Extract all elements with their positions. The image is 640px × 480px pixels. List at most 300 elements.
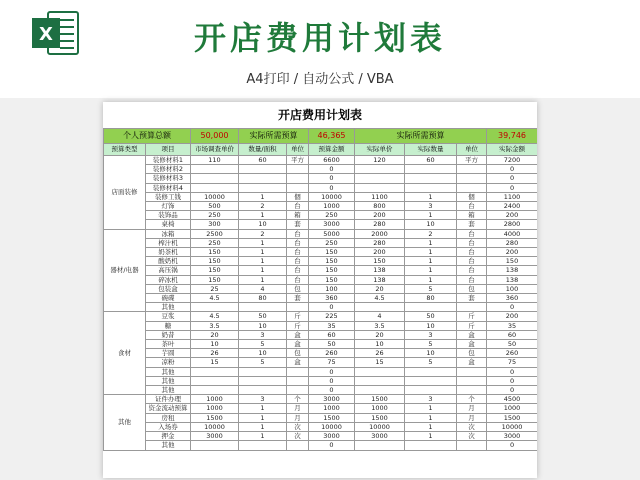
table-cell[interactable] — [239, 376, 287, 385]
table-cell[interactable]: 150 — [191, 275, 239, 284]
table-cell[interactable]: 1 — [239, 211, 287, 220]
table-cell[interactable] — [287, 376, 309, 385]
table-cell[interactable]: 糖 — [146, 321, 191, 330]
table-cell[interactable] — [287, 303, 309, 312]
table-cell[interactable]: 280 — [355, 220, 405, 229]
table-cell[interactable]: 60 — [487, 330, 537, 339]
table-cell[interactable]: 1500 — [355, 395, 405, 404]
table-cell[interactable]: 茶叶 — [146, 340, 191, 349]
table-cell[interactable]: 50 — [309, 340, 355, 349]
table-cell[interactable]: 台 — [457, 229, 487, 238]
table-cell[interactable]: 台 — [287, 238, 309, 247]
table-cell[interactable]: 台 — [287, 266, 309, 275]
table-cell[interactable]: 套 — [287, 220, 309, 229]
table-cell[interactable] — [191, 303, 239, 312]
table-cell[interactable]: 1100 — [487, 192, 537, 201]
table-cell[interactable] — [405, 165, 457, 174]
table-cell[interactable]: 月 — [287, 404, 309, 413]
budget-value[interactable]: 50,000 — [191, 129, 239, 144]
table-cell[interactable]: 4.5 — [355, 294, 405, 303]
table-cell[interactable]: 0 — [487, 367, 537, 376]
table-cell[interactable]: 0 — [309, 441, 355, 450]
category-cell[interactable]: 食材 — [104, 312, 146, 395]
table-cell[interactable]: 75 — [487, 358, 537, 367]
table-cell[interactable]: 800 — [355, 202, 405, 211]
table-cell[interactable]: 4.5 — [191, 312, 239, 321]
table-cell[interactable] — [239, 165, 287, 174]
table-cell[interactable]: 5 — [239, 340, 287, 349]
table-cell[interactable]: 1000 — [355, 404, 405, 413]
table-cell[interactable]: 台 — [457, 202, 487, 211]
table-cell[interactable]: 包 — [457, 284, 487, 293]
table-cell[interactable]: 1 — [239, 413, 287, 422]
table-cell[interactable]: 10000 — [191, 422, 239, 431]
table-cell[interactable]: 1 — [239, 238, 287, 247]
table-cell[interactable]: 260 — [309, 349, 355, 358]
table-cell[interactable]: 箱 — [457, 211, 487, 220]
table-cell[interactable]: 200 — [355, 211, 405, 220]
table-cell[interactable]: 0 — [487, 303, 537, 312]
table-cell[interactable]: 榨汁机 — [146, 238, 191, 247]
table-cell[interactable]: 50 — [405, 312, 457, 321]
table-cell[interactable] — [239, 303, 287, 312]
table-cell[interactable]: 其他 — [146, 386, 191, 395]
table-cell[interactable]: 80 — [405, 294, 457, 303]
category-cell[interactable]: 店面装修 — [104, 156, 146, 230]
table-cell[interactable] — [191, 386, 239, 395]
table-cell[interactable]: 3000 — [309, 395, 355, 404]
table-cell[interactable] — [239, 183, 287, 192]
category-cell[interactable]: 其他 — [104, 395, 146, 450]
table-cell[interactable]: 個 — [457, 192, 487, 201]
column-header-row — [104, 144, 538, 156]
table-cell[interactable]: 25 — [191, 284, 239, 293]
table-cell[interactable] — [191, 367, 239, 376]
table-cell[interactable]: 150 — [191, 257, 239, 266]
table-cell[interactable]: 500 — [191, 202, 239, 211]
table-cell[interactable]: 台 — [457, 275, 487, 284]
table-cell[interactable]: 0 — [487, 174, 537, 183]
table-cell[interactable]: 2 — [239, 229, 287, 238]
table-cell[interactable] — [457, 165, 487, 174]
table-cell[interactable]: 次 — [287, 432, 309, 441]
table-cell[interactable]: 台 — [287, 248, 309, 257]
table-cell[interactable]: 灯饰 — [146, 202, 191, 211]
table-cell[interactable]: 其他 — [146, 367, 191, 376]
table-cell[interactable]: 3000 — [487, 432, 537, 441]
table-cell[interactable]: 10000 — [191, 192, 239, 201]
table-cell[interactable]: 26 — [355, 349, 405, 358]
table-cell[interactable]: 豆浆 — [146, 312, 191, 321]
table-cell[interactable]: 10 — [355, 340, 405, 349]
table-cell[interactable]: 1000 — [487, 404, 537, 413]
table-cell[interactable]: 1500 — [487, 413, 537, 422]
table-cell[interactable]: 10 — [405, 321, 457, 330]
table-cell[interactable]: 1 — [239, 257, 287, 266]
table-cell[interactable]: 2000 — [355, 229, 405, 238]
table-cell[interactable]: 4.5 — [191, 294, 239, 303]
table-cell[interactable]: 225 — [309, 312, 355, 321]
table-cell[interactable] — [355, 386, 405, 395]
table-cell[interactable]: 1500 — [191, 413, 239, 422]
table-cell[interactable]: 装修材料3 — [146, 174, 191, 183]
table-cell[interactable]: 2500 — [191, 229, 239, 238]
table-cell[interactable]: 4 — [355, 312, 405, 321]
excel-logo-icon — [30, 10, 80, 56]
table-cell[interactable]: 1 — [405, 192, 457, 201]
table-cell[interactable]: 10000 — [355, 422, 405, 431]
table-cell[interactable] — [191, 165, 239, 174]
table-row — [104, 266, 538, 275]
table-cell[interactable]: 0 — [309, 303, 355, 312]
table-cell[interactable] — [287, 165, 309, 174]
table-cell[interactable]: 150 — [309, 266, 355, 275]
table-cell[interactable]: 138 — [487, 266, 537, 275]
table-cell[interactable]: 35 — [487, 321, 537, 330]
table-cell[interactable]: 套 — [457, 220, 487, 229]
table-cell[interactable]: 台 — [457, 257, 487, 266]
table-cell[interactable]: 3.5 — [355, 321, 405, 330]
table-cell[interactable]: 包装盒 — [146, 284, 191, 293]
table-cell[interactable]: 2800 — [487, 220, 537, 229]
table-cell[interactable]: 200 — [487, 248, 537, 257]
table-cell[interactable]: 1 — [405, 266, 457, 275]
table-cell[interactable]: 其他 — [146, 441, 191, 450]
table-cell[interactable]: 盒 — [287, 330, 309, 339]
table-cell[interactable]: 0 — [309, 165, 355, 174]
table-cell[interactable]: 套 — [457, 294, 487, 303]
table-cell[interactable]: 1 — [239, 432, 287, 441]
table-cell[interactable]: 15 — [191, 358, 239, 367]
table-cell[interactable] — [405, 183, 457, 192]
table-cell[interactable]: 斤 — [287, 312, 309, 321]
table-cell[interactable] — [457, 386, 487, 395]
table-cell[interactable]: 1 — [405, 238, 457, 247]
table-cell[interactable]: 150 — [487, 257, 537, 266]
table-cell[interactable]: 包 — [287, 284, 309, 293]
table-cell[interactable]: 盒 — [287, 340, 309, 349]
table-cell[interactable]: 0 — [309, 376, 355, 385]
table-cell[interactable] — [191, 183, 239, 192]
table-cell[interactable]: 260 — [487, 349, 537, 358]
table-cell[interactable]: 装修材料2 — [146, 165, 191, 174]
table-cell[interactable]: 1000 — [191, 395, 239, 404]
table-cell[interactable]: 3 — [405, 330, 457, 339]
table-cell[interactable]: 0 — [487, 165, 537, 174]
table-cell[interactable]: 月 — [457, 404, 487, 413]
table-cell[interactable]: 1000 — [191, 404, 239, 413]
table-cell[interactable]: 360 — [309, 294, 355, 303]
table-cell[interactable]: 360 — [487, 294, 537, 303]
table-cell[interactable] — [457, 376, 487, 385]
table-cell[interactable]: 证件办理 — [146, 395, 191, 404]
table-cell[interactable]: 6600 — [309, 156, 355, 165]
table-cell[interactable]: 其他 — [146, 303, 191, 312]
table-cell[interactable]: 其他 — [146, 376, 191, 385]
table-cell[interactable] — [355, 367, 405, 376]
table-cell[interactable]: 装修工钱 — [146, 192, 191, 201]
table-cell[interactable]: 150 — [309, 248, 355, 257]
table-cell[interactable]: 1 — [405, 248, 457, 257]
table-cell[interactable] — [355, 174, 405, 183]
table-cell[interactable] — [355, 183, 405, 192]
table-cell[interactable]: 1 — [239, 266, 287, 275]
table-cell[interactable]: 押金 — [146, 432, 191, 441]
table-cell[interactable]: 10 — [239, 349, 287, 358]
table-cell[interactable]: 15 — [355, 358, 405, 367]
table-cell[interactable] — [355, 165, 405, 174]
table-cell[interactable]: 2 — [405, 229, 457, 238]
table-cell[interactable]: 10 — [239, 220, 287, 229]
table-cell[interactable]: 280 — [487, 238, 537, 247]
table-cell[interactable]: 10 — [239, 321, 287, 330]
table-cell[interactable]: 月 — [457, 413, 487, 422]
table-cell[interactable]: 套 — [287, 294, 309, 303]
table-cell[interactable] — [405, 441, 457, 450]
table-cell[interactable]: 0 — [309, 367, 355, 376]
table-cell[interactable] — [405, 303, 457, 312]
table-cell[interactable]: 桌椅 — [146, 220, 191, 229]
table-cell[interactable]: 酸奶机 — [146, 257, 191, 266]
table-cell[interactable] — [355, 441, 405, 450]
table-cell[interactable] — [457, 441, 487, 450]
table-cell[interactable]: 0 — [309, 386, 355, 395]
table-row — [104, 211, 538, 220]
table-cell[interactable]: 0 — [487, 441, 537, 450]
table-cell[interactable]: 1000 — [309, 202, 355, 211]
table-cell[interactable] — [287, 441, 309, 450]
table-cell[interactable]: 120 — [355, 156, 405, 165]
table-cell[interactable] — [239, 386, 287, 395]
table-row — [104, 349, 538, 358]
table-cell[interactable]: 台 — [457, 266, 487, 275]
table-cell[interactable]: 房租 — [146, 413, 191, 422]
table-cell[interactable]: 1 — [405, 413, 457, 422]
table-cell[interactable] — [457, 183, 487, 192]
table-cell[interactable]: 20 — [191, 330, 239, 339]
table-cell[interactable]: 0 — [309, 174, 355, 183]
table-cell[interactable]: 100 — [309, 284, 355, 293]
table-cell[interactable]: 1100 — [355, 192, 405, 201]
table-cell[interactable]: 1 — [405, 432, 457, 441]
table-cell[interactable]: 10 — [191, 340, 239, 349]
table-cell[interactable]: 1 — [405, 404, 457, 413]
table-cell[interactable]: 3000 — [309, 432, 355, 441]
table-cell[interactable] — [191, 441, 239, 450]
table-cell[interactable] — [405, 367, 457, 376]
table-cell[interactable]: 10000 — [309, 192, 355, 201]
table-cell[interactable]: 1 — [405, 275, 457, 284]
table-cell[interactable] — [191, 174, 239, 183]
table-cell[interactable]: 包 — [457, 349, 487, 358]
table-cell[interactable]: 平方 — [457, 156, 487, 165]
table-cell[interactable]: 个 — [457, 395, 487, 404]
table-cell[interactable]: 入场券 — [146, 422, 191, 431]
table-cell[interactable]: 次 — [287, 422, 309, 431]
table-cell[interactable]: 3 — [405, 395, 457, 404]
table-cell[interactable]: 150 — [191, 248, 239, 257]
table-cell[interactable]: 月 — [287, 413, 309, 422]
table-cell[interactable]: 斤 — [287, 321, 309, 330]
table-cell[interactable]: 3000 — [309, 220, 355, 229]
table-cell[interactable]: 1 — [405, 211, 457, 220]
table-cell[interactable] — [405, 386, 457, 395]
table-cell[interactable] — [405, 174, 457, 183]
table-cell[interactable]: 7200 — [487, 156, 537, 165]
table-cell[interactable]: 台 — [287, 202, 309, 211]
table-cell[interactable]: 盒 — [457, 340, 487, 349]
table-cell[interactable]: 4500 — [487, 395, 537, 404]
table-cell[interactable]: 0 — [309, 183, 355, 192]
table-cell[interactable]: 台 — [287, 275, 309, 284]
table-cell[interactable]: 斤 — [457, 321, 487, 330]
table-cell[interactable]: 盒 — [457, 358, 487, 367]
table-cell[interactable]: 250 — [309, 238, 355, 247]
table-cell[interactable] — [239, 174, 287, 183]
table-cell[interactable] — [457, 303, 487, 312]
table-cell[interactable]: 4000 — [487, 229, 537, 238]
table-cell[interactable]: 50 — [239, 312, 287, 321]
table-cell[interactable]: 75 — [309, 358, 355, 367]
table-cell[interactable]: 奶茶机 — [146, 248, 191, 257]
table-cell[interactable] — [457, 174, 487, 183]
table-cell[interactable]: 3000 — [191, 432, 239, 441]
table-cell[interactable]: 芋圆 — [146, 349, 191, 358]
table-cell[interactable]: 200 — [487, 312, 537, 321]
table-cell[interactable]: 0 — [487, 386, 537, 395]
table-cell[interactable]: 26 — [191, 349, 239, 358]
table-cell[interactable]: 台 — [287, 257, 309, 266]
table-cell[interactable]: 10000 — [309, 422, 355, 431]
table-cell[interactable]: 250 — [191, 211, 239, 220]
table-cell[interactable]: 3 — [239, 395, 287, 404]
table-cell[interactable]: 盒 — [287, 358, 309, 367]
table-cell[interactable]: 1 — [239, 404, 287, 413]
table-cell[interactable]: 台 — [457, 238, 487, 247]
table-cell[interactable] — [239, 441, 287, 450]
table-cell[interactable]: 3.5 — [191, 321, 239, 330]
table-cell[interactable]: 300 — [191, 220, 239, 229]
table-cell[interactable]: 5 — [405, 284, 457, 293]
table-cell[interactable]: 0 — [487, 376, 537, 385]
category-cell[interactable]: 器材/电器 — [104, 229, 146, 312]
table-cell[interactable]: 碎冰机 — [146, 275, 191, 284]
table-cell[interactable]: 5 — [239, 358, 287, 367]
table-cell[interactable]: 装饰品 — [146, 211, 191, 220]
table-cell[interactable]: 凉粉 — [146, 358, 191, 367]
table-cell[interactable]: 平方 — [287, 156, 309, 165]
table-cell[interactable]: 150 — [191, 266, 239, 275]
table-cell[interactable]: 0 — [487, 183, 537, 192]
table-cell[interactable]: 台 — [287, 229, 309, 238]
table-cell[interactable]: 2 — [239, 202, 287, 211]
table-cell[interactable]: 斤 — [457, 312, 487, 321]
table-cell[interactable] — [287, 174, 309, 183]
table-cell[interactable]: 1500 — [355, 413, 405, 422]
table-cell[interactable]: 60 — [309, 330, 355, 339]
table-cell[interactable]: 35 — [309, 321, 355, 330]
table-cell[interactable] — [287, 367, 309, 376]
table-cell[interactable]: 次 — [457, 432, 487, 441]
table-cell[interactable]: 包 — [287, 349, 309, 358]
table-cell[interactable]: 60 — [239, 156, 287, 165]
table-cell[interactable]: 50 — [487, 340, 537, 349]
table-cell[interactable] — [287, 386, 309, 395]
table-cell[interactable]: 3 — [239, 330, 287, 339]
table-cell[interactable]: 1 — [405, 422, 457, 431]
table-cell[interactable]: 60 — [405, 156, 457, 165]
table-cell[interactable]: 箱 — [287, 211, 309, 220]
table-cell[interactable]: 个 — [287, 395, 309, 404]
table-cell[interactable]: 资金流动预算 — [146, 404, 191, 413]
table-cell[interactable]: 10000 — [487, 422, 537, 431]
table-cell[interactable]: 250 — [309, 211, 355, 220]
table-cell[interactable]: 1500 — [309, 413, 355, 422]
table-cell[interactable]: 150 — [309, 275, 355, 284]
table-cell[interactable]: 10 — [405, 220, 457, 229]
table-cell[interactable]: 1 — [239, 275, 287, 284]
column-header: 预算金额 — [309, 144, 355, 156]
table-cell[interactable]: 2400 — [487, 202, 537, 211]
table-cell[interactable]: 装修材料1 — [146, 156, 191, 165]
table-cell[interactable] — [355, 376, 405, 385]
table-cell[interactable] — [239, 367, 287, 376]
table-cell[interactable]: 1 — [405, 257, 457, 266]
table-cell[interactable]: 5 — [405, 358, 457, 367]
table-cell[interactable]: 4 — [239, 284, 287, 293]
table-cell[interactable]: 1000 — [309, 404, 355, 413]
table-cell[interactable] — [287, 183, 309, 192]
table-cell[interactable]: 3 — [405, 202, 457, 211]
table-cell[interactable]: 150 — [309, 257, 355, 266]
table-cell[interactable]: 台 — [457, 248, 487, 257]
table-cell[interactable]: 3000 — [355, 432, 405, 441]
table-cell[interactable]: 80 — [239, 294, 287, 303]
table-cell[interactable] — [191, 376, 239, 385]
table-cell[interactable]: 10 — [405, 349, 457, 358]
table-cell[interactable]: 装修材料4 — [146, 183, 191, 192]
table-cell[interactable]: 20 — [355, 330, 405, 339]
table-cell[interactable]: 高压锅 — [146, 266, 191, 275]
table-cell[interactable]: 280 — [355, 238, 405, 247]
table-cell[interactable]: 138 — [355, 266, 405, 275]
table-cell[interactable] — [405, 376, 457, 385]
table-cell[interactable]: 盒 — [457, 330, 487, 339]
table-cell[interactable]: 200 — [355, 248, 405, 257]
table-cell[interactable]: 150 — [355, 257, 405, 266]
table-cell[interactable]: 138 — [487, 275, 537, 284]
table-cell[interactable]: 138 — [355, 275, 405, 284]
table-cell[interactable]: 5 — [405, 340, 457, 349]
table-cell[interactable]: 5000 — [309, 229, 355, 238]
table-cell[interactable]: 次 — [457, 422, 487, 431]
table-cell[interactable]: 100 — [487, 284, 537, 293]
table-cell[interactable] — [457, 367, 487, 376]
table-cell[interactable]: 碗碟 — [146, 294, 191, 303]
table-cell[interactable] — [355, 303, 405, 312]
table-cell[interactable]: 200 — [487, 211, 537, 220]
table-cell[interactable]: 冰箱 — [146, 229, 191, 238]
table-cell[interactable]: 奶昔 — [146, 330, 191, 339]
table-cell[interactable]: 110 — [191, 156, 239, 165]
table-cell[interactable]: 250 — [191, 238, 239, 247]
column-header: 实际单价 — [355, 144, 405, 156]
table-cell[interactable]: 1 — [239, 192, 287, 201]
table-cell[interactable]: 1 — [239, 422, 287, 431]
table-cell[interactable]: 20 — [355, 284, 405, 293]
table-cell[interactable]: 1 — [239, 248, 287, 257]
table-cell[interactable]: 個 — [287, 192, 309, 201]
